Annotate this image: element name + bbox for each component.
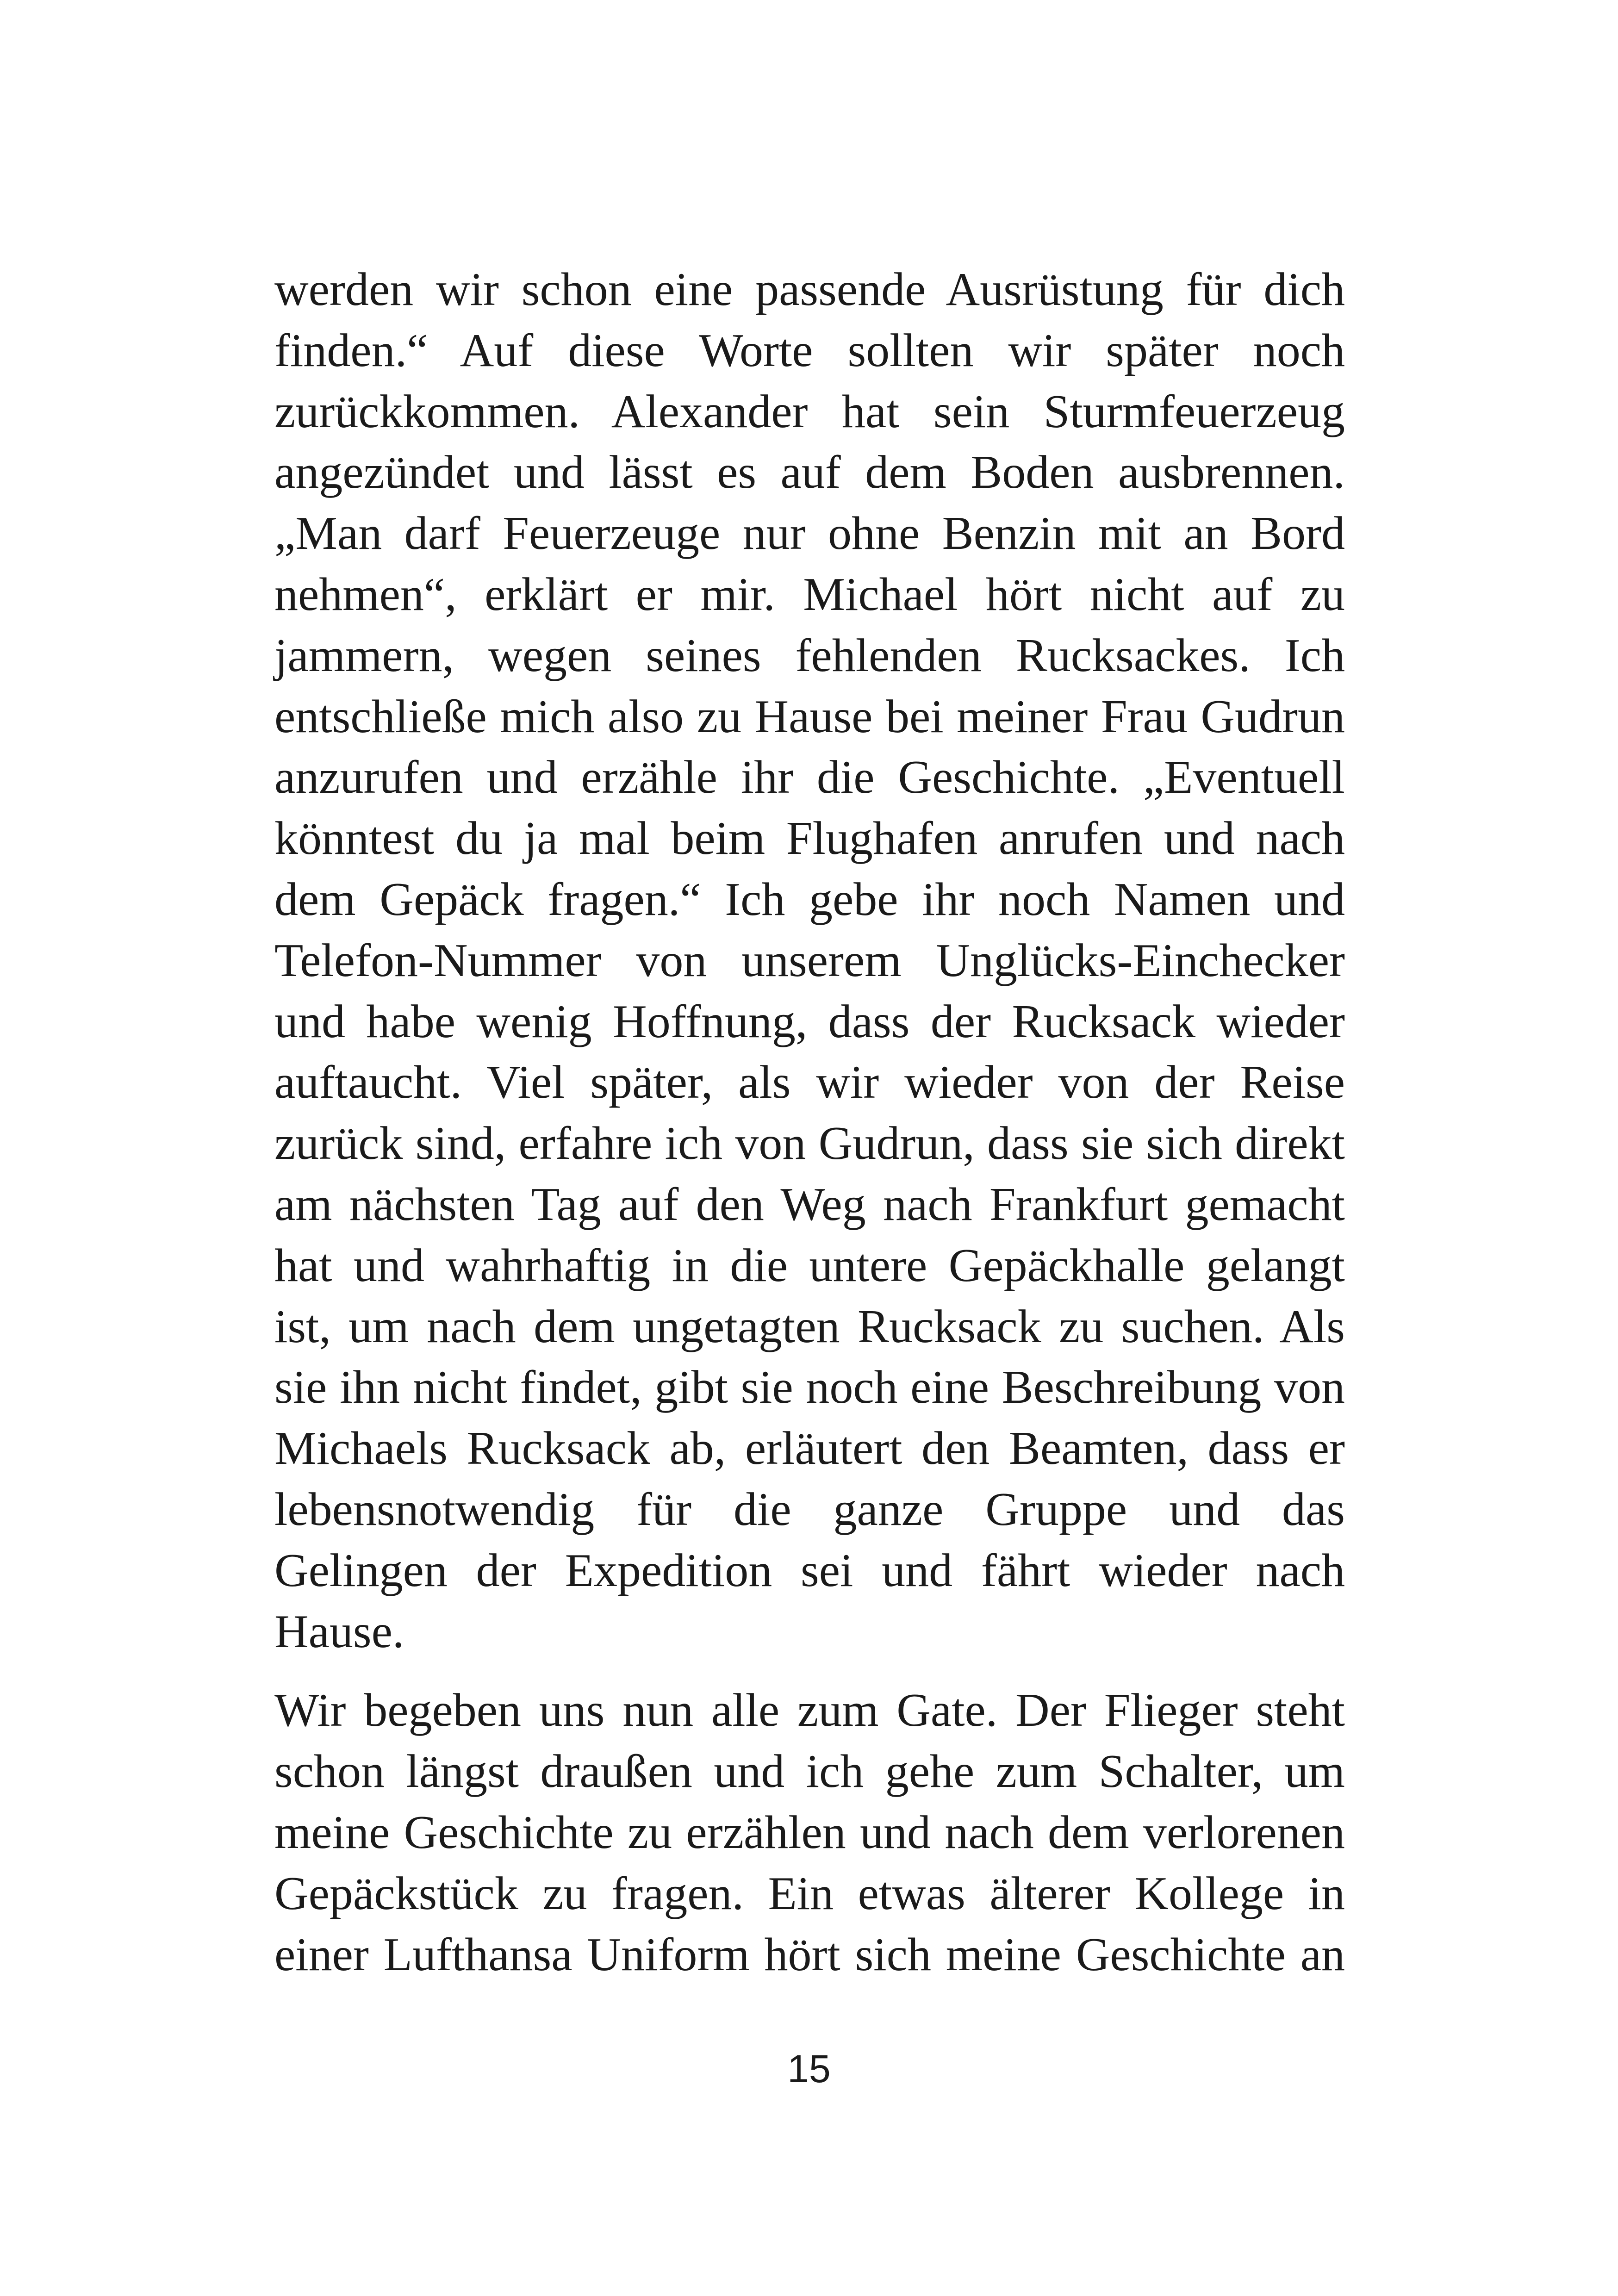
text-line: zurückkommen. Alexander hat sein Sturmfeuerzeug bbox=[274, 385, 1345, 438]
text-line: sie ihn nicht findet, gibt sie noch eine Beschreibung von bbox=[274, 1361, 1345, 1414]
text-line: werden wir schon eine passende Ausrüstung für dich bbox=[274, 263, 1345, 316]
text-line: einer Lufthansa Uniform hört sich meine Geschichte an bbox=[274, 1928, 1345, 1981]
text-line: könntest du ja mal beim Flughafen anrufen und nach bbox=[274, 812, 1345, 865]
text-line: und habe wenig Hoffnung, dass der Rucksack wieder bbox=[274, 995, 1345, 1048]
text-line: lebensnotwendig für die ganze Gruppe und das bbox=[274, 1483, 1345, 1536]
text-line: entschließe mich also zu Hause bei meiner Frau Gudrun bbox=[274, 690, 1345, 743]
text-line: dem Gepäck fragen.“ Ich gebe ihr noch Namen und bbox=[274, 873, 1345, 926]
text-line: zurück sind, erfahre ich von Gudrun, dass sie sich direkt bbox=[274, 1117, 1345, 1170]
text-line: angezündet und lässt es auf dem Boden ausbrennen. bbox=[274, 446, 1345, 499]
text-line: Telefon-Nummer von unserem Unglücks-Einchecker bbox=[274, 934, 1345, 987]
text-line: am nächsten Tag auf den Weg nach Frankfurt gemacht bbox=[274, 1178, 1345, 1231]
text-line: anzurufen und erzähle ihr die Geschichte. „Eventuell bbox=[274, 751, 1345, 804]
text-line: Hause. bbox=[274, 1605, 404, 1658]
text-line: ist, um nach dem ungetagten Rucksack zu suchen. Als bbox=[274, 1300, 1345, 1353]
text-line: Gepäckstück zu fragen. Ein etwas älterer Kollege in bbox=[274, 1867, 1345, 1920]
text-line: „Man darf Feuerzeuge nur ohne Benzin mit an Bord bbox=[274, 507, 1345, 560]
text-line: nehmen“, erklärt er mir. Michael hört nicht auf zu bbox=[274, 568, 1345, 621]
text-line: meine Geschichte zu erzählen und nach dem verlorenen bbox=[274, 1806, 1345, 1859]
paragraph-2 bbox=[274, 1680, 1345, 1985]
text-line: finden.“ Auf diese Worte sollten wir später noch bbox=[274, 324, 1345, 377]
text-line: auftaucht. Viel später, als wir wieder von der Reise bbox=[274, 1056, 1345, 1109]
page-number: 15 bbox=[787, 2047, 831, 2091]
text-line: hat und wahrhaftig in die untere Gepäckhalle gelangt bbox=[274, 1239, 1345, 1292]
paragraph-1 bbox=[274, 259, 1345, 1662]
text-line: schon längst draußen und ich gehe zum Schalter, um bbox=[274, 1745, 1345, 1798]
text-line: Michaels Rucksack ab, erläutert den Beamten, dass er bbox=[274, 1422, 1345, 1475]
text-line: Wir begeben uns nun alle zum Gate. Der Flieger steht bbox=[274, 1684, 1345, 1737]
text-line: Gelingen der Expedition sei und fährt wieder nach bbox=[274, 1544, 1345, 1597]
body-text bbox=[274, 259, 1345, 1985]
text-line: jammern, wegen seines fehlenden Rucksackes. Ich bbox=[274, 629, 1345, 682]
